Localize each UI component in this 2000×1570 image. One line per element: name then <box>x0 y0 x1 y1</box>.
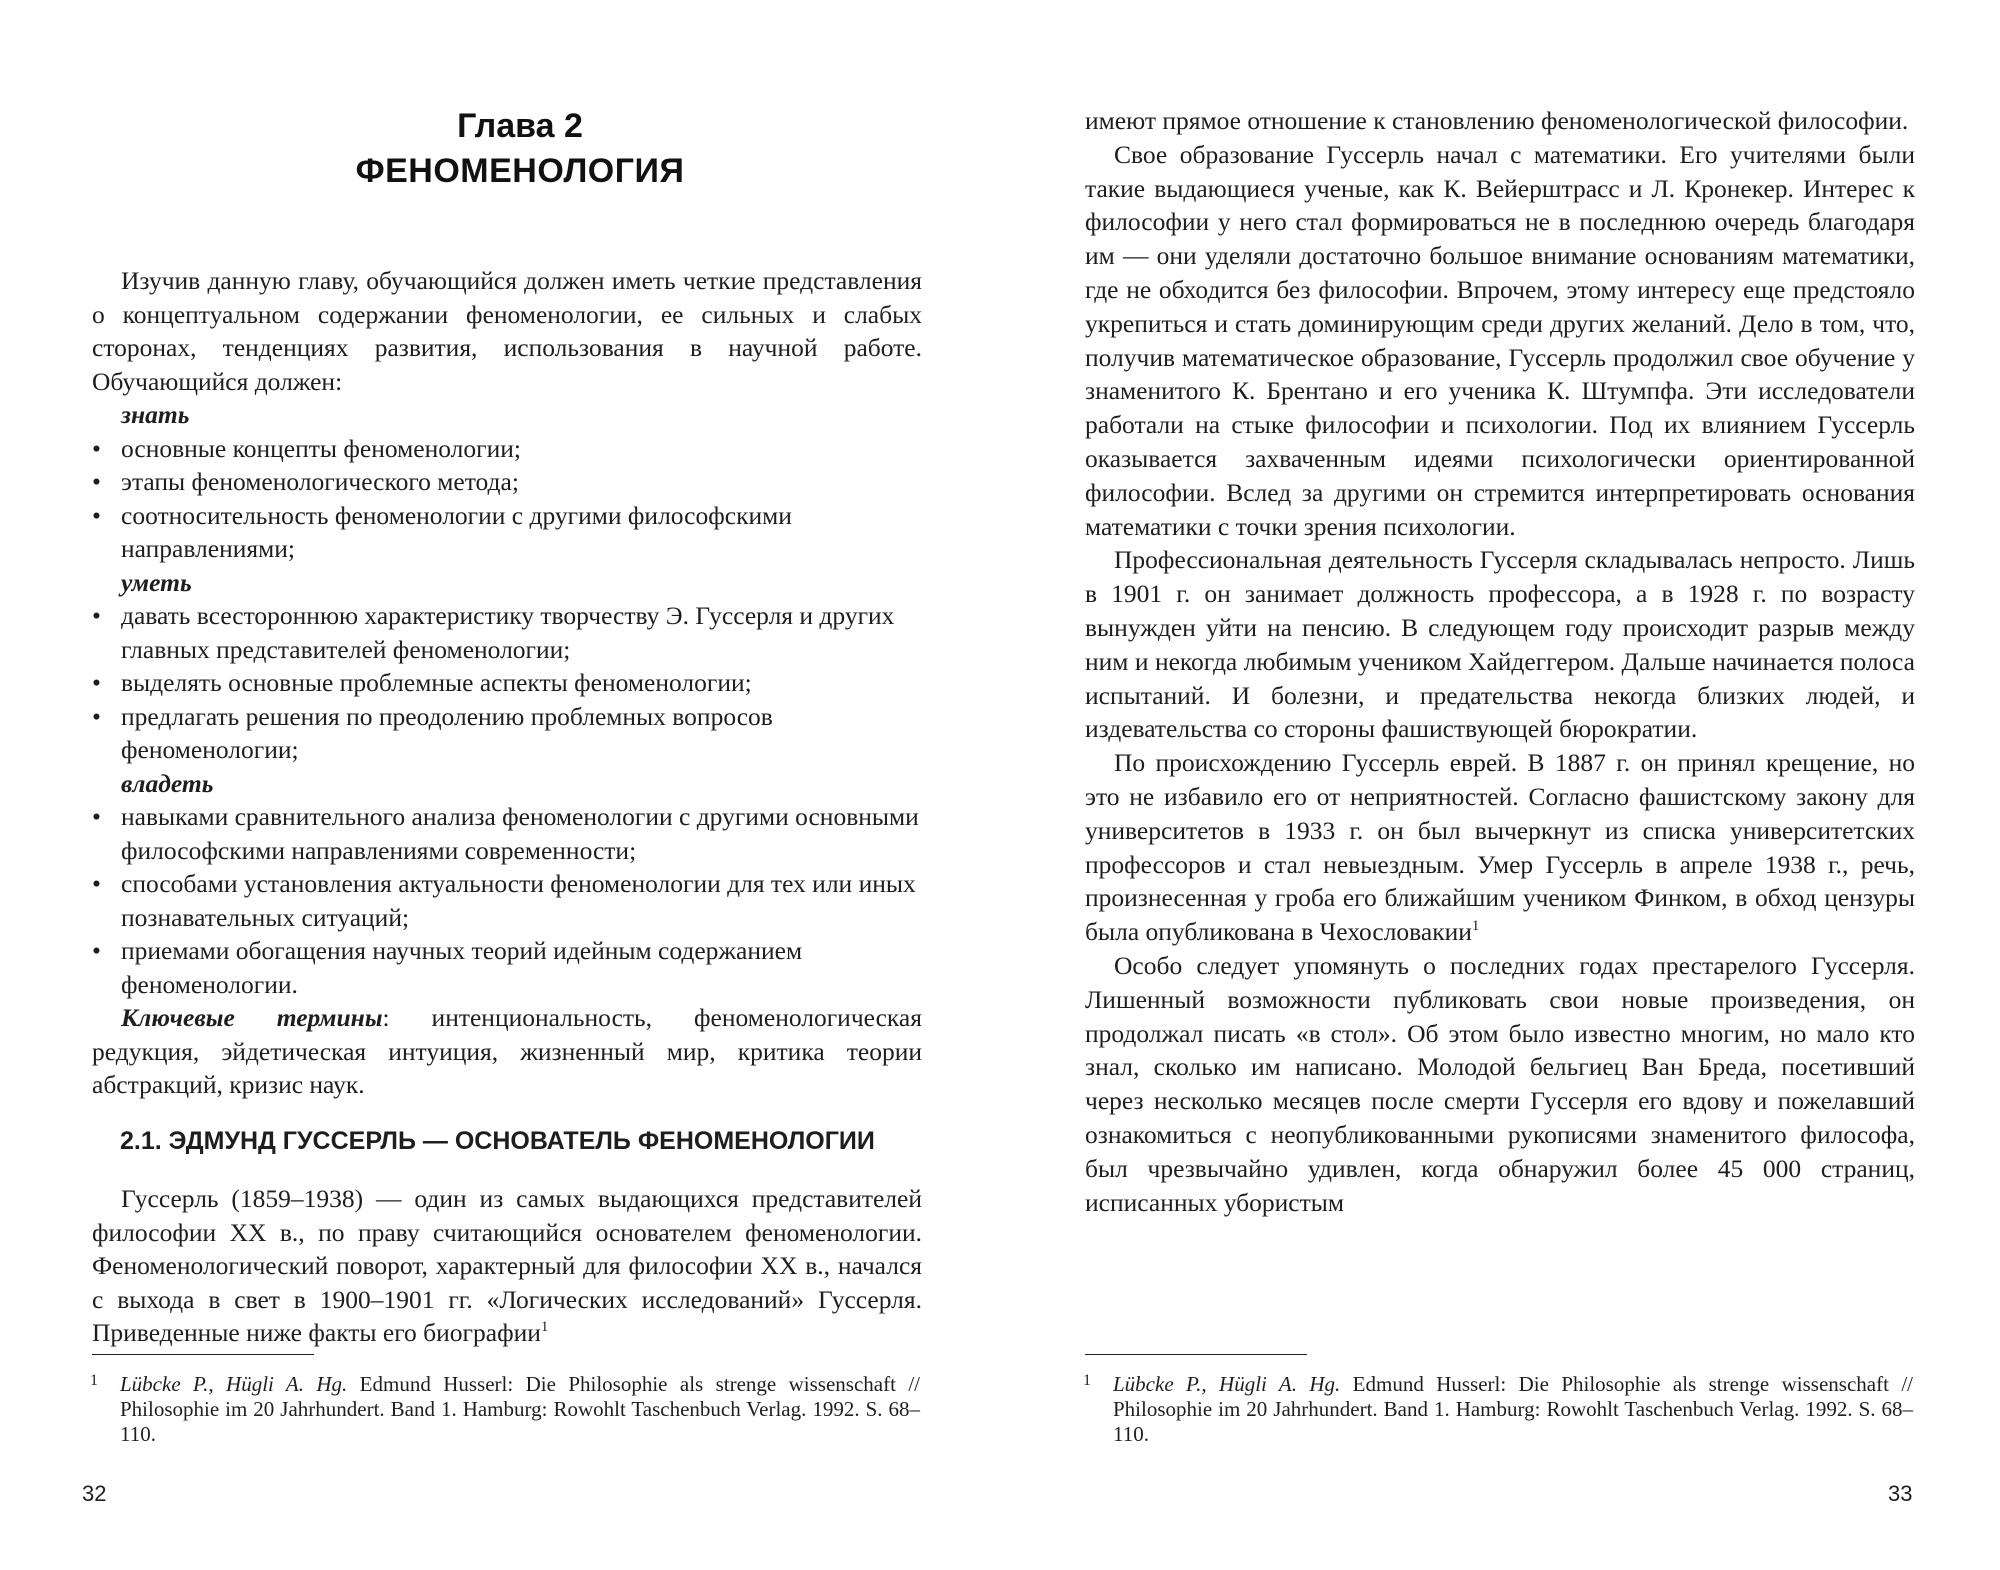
chapter-heading <box>120 104 920 194</box>
footnote-authors: Lübcke P., Hügli A. Hg. <box>120 1372 348 1396</box>
paragraph: Свое образование Гуссерль начал с математики. Его учителями были такие выдающиеся ученые, как К. Вейерштрасс и Л. Кронекер. Интерес к философии у него стал формироваться не в последнюю очередь благодаря им — они уделяли достаточно большое внимание основаниям математики, где не обходится без философии. Впрочем, этому интересу еще предстояло укрепиться и стать доминирующим среди других желаний. Дело в том, что, получив математическое образование, Гуссерль продолжил свое обучение у знаменитого К. Брентано и его ученика К. Штумпфа. Эти исследователи работали на стыке философии и психологии. Под их влиянием Гуссерль оказывается захваченным идеями психологически ориентированной философии. Вслед за другими он стремится интерпретировать основания математики с точки зрения психологии. <box>1085 139 1915 541</box>
paragraph: Профессиональная деятельность Гуссерля складывалась непросто. Лишь в 1901 г. он занимает должность профессора, а в 1928 г. по возрасту вынужден уйти на пенсию. В следующем году происходит разрыв между ним и некогда любимым учеником Хайдеггером. Дальше начинается полоса испытаний. И болезни, и предательства некогда близких людей, и издевательства со стороны фашиствующей бюрократии. <box>1085 545 1915 744</box>
know-list <box>92 432 922 566</box>
bullet-icon: • <box>92 500 101 530</box>
list-item: • приемами обогащения научных теорий идейным содержанием феноменологии. <box>92 936 803 999</box>
can-label: уметь <box>121 567 192 597</box>
page-number: 33 <box>1888 1481 1913 1506</box>
bullet-icon: • <box>92 467 101 496</box>
list-item: • способами установления актуальности феноменологии для тех или иных познавательных ситуаций; <box>92 869 916 932</box>
chapter-title: ФЕНОМЕНОЛОГИЯ <box>355 152 685 190</box>
bullet-icon: • <box>92 701 101 731</box>
footnote-text: Edmund Husserl: Die Philosophie als strenge wissenschaft // Philosophie im 20 Jahrhundert. Band 1. Hamburg: Rowohlt Taschenbuch Verlag. 1992. S. 68–110. <box>120 1372 920 1446</box>
list-item: • основные концепты феноменологии; <box>92 432 922 466</box>
footnote-divider <box>92 1354 314 1355</box>
section-body <box>92 1182 922 1350</box>
bullet-icon: • <box>92 601 101 630</box>
section-heading: 2.1. ЭДМУНД ГУССЕРЛЬ — ОСНОВАТЕЛЬ ФЕНОМЕНОЛОГИИ <box>120 1127 875 1155</box>
page-number: 32 <box>82 1481 107 1506</box>
right-body <box>1085 104 1915 1219</box>
bullet-icon: • <box>92 869 101 898</box>
key-terms-text: : интенциональность, феноменологическая редукция, эйдетическая интуиция, жизненный мир, критика теории абстракций, кризис наук. <box>92 1003 922 1099</box>
paragraph: имеют прямое отношение к становлению феноменологической философии. <box>1085 106 1909 135</box>
bullet-icon: • <box>92 936 101 965</box>
footnote <box>90 1372 920 1447</box>
footnote-divider <box>1085 1354 1307 1355</box>
chapter-objectives <box>92 264 922 1102</box>
master-list <box>92 800 922 1001</box>
list-item: • этапы феноменологического метода; <box>92 465 922 499</box>
bullet-icon: • <box>92 668 101 697</box>
section-paragraph: Гуссерль (1859–1938) — один из самых выдающихся представителей философии XX в., по праву считающийся основателем феноменологии. Феноменологический поворот, характерный для философии XX в., начался с выхода в свет в 1900–1901 гг. «Логических исследований» Гуссерля. Приведенные ниже факты его биографии$^1$ <box>92 1184 922 1347</box>
bullet-icon: • <box>92 433 101 463</box>
footnote-number: 1 <box>90 1372 98 1389</box>
paragraph: По происхождению Гуссерль еврей. В 1887 г. он принял крещение, но это не избавило его от неприятностей. Согласно фашистскому закону для университетов в 1933 г. он был вычеркнут из списка университетских профессоров и стал невыездным. Умер Гуссерль в апреле 1938 г., речь, произнесенная у гроба его ближайшим учеником Финком, в обход цензуры была опубликована в Чехословакии$^1$ <box>1085 748 1915 947</box>
list-item: • соотносительность феноменологии с другими философскими направлениями; <box>92 500 792 563</box>
list-item: • давать всестороннюю характеристику творчеству Э. Гуссерля и других главных представителей феноменологии; <box>92 601 895 664</box>
right-page <box>1000 0 2000 1570</box>
master-label: владеть <box>121 768 214 798</box>
list-item: • выделять основные проблемные аспекты феноменологии; <box>92 666 922 700</box>
footnote-ref: 1 <box>540 1319 549 1335</box>
footnote-authors: Lübcke P., Hügli A. Hg. <box>1113 1372 1341 1396</box>
bullet-icon: • <box>92 802 101 831</box>
paragraph: Особо следует упомянуть о последних годах престарелого Гуссерля. Лишенный возможности публиковать свои новые произведения, он продолжал писать «в стол». Об этом было известно многим, но мало кто знал, сколько им написано. Молодой бельгиец Ван Бреда, посетивший через несколько месяцев после смерти Гуссерля его вдову и пожелавший ознакомиться с неопубликованными рукописями знаменитого философа, был чрезвычайно удивлен, когда обнаружил более 45 000 страниц, исписанных убористым <box>1085 950 1915 1217</box>
footnote-number: 1 <box>1083 1372 1091 1389</box>
key-terms-paragraph <box>92 1001 922 1102</box>
chapter-label: Глава 2 <box>457 107 583 145</box>
can-list <box>92 599 922 767</box>
know-label: знать <box>121 400 190 429</box>
intro-paragraph: Изучив данную главу, обучающийся должен иметь четкие представления о концептуальном содержании феноменологии, ее сильных и слабых сторонах, тенденциях развития, использования в научной работе. Обучающийся должен: <box>92 266 922 396</box>
footnote <box>1083 1372 1913 1447</box>
list-item: • навыками сравнительного анализа феноменологии с другими основными философскими направлениями современности; <box>92 802 919 865</box>
footnote-text: Edmund Husserl: Die Philosophie als strenge wissenschaft // Philosophie im 20 Jahrhundert. Band 1. Hamburg: Rowohlt Taschenbuch Verlag. 1992. S. 68–110. <box>1113 1372 1913 1446</box>
list-item: • предлагать решения по преодолению проблемных вопросов феноменологии; <box>92 701 773 764</box>
key-terms-label: Ключевые термины <box>121 1003 383 1032</box>
footnote-ref: 1 <box>1471 918 1480 935</box>
